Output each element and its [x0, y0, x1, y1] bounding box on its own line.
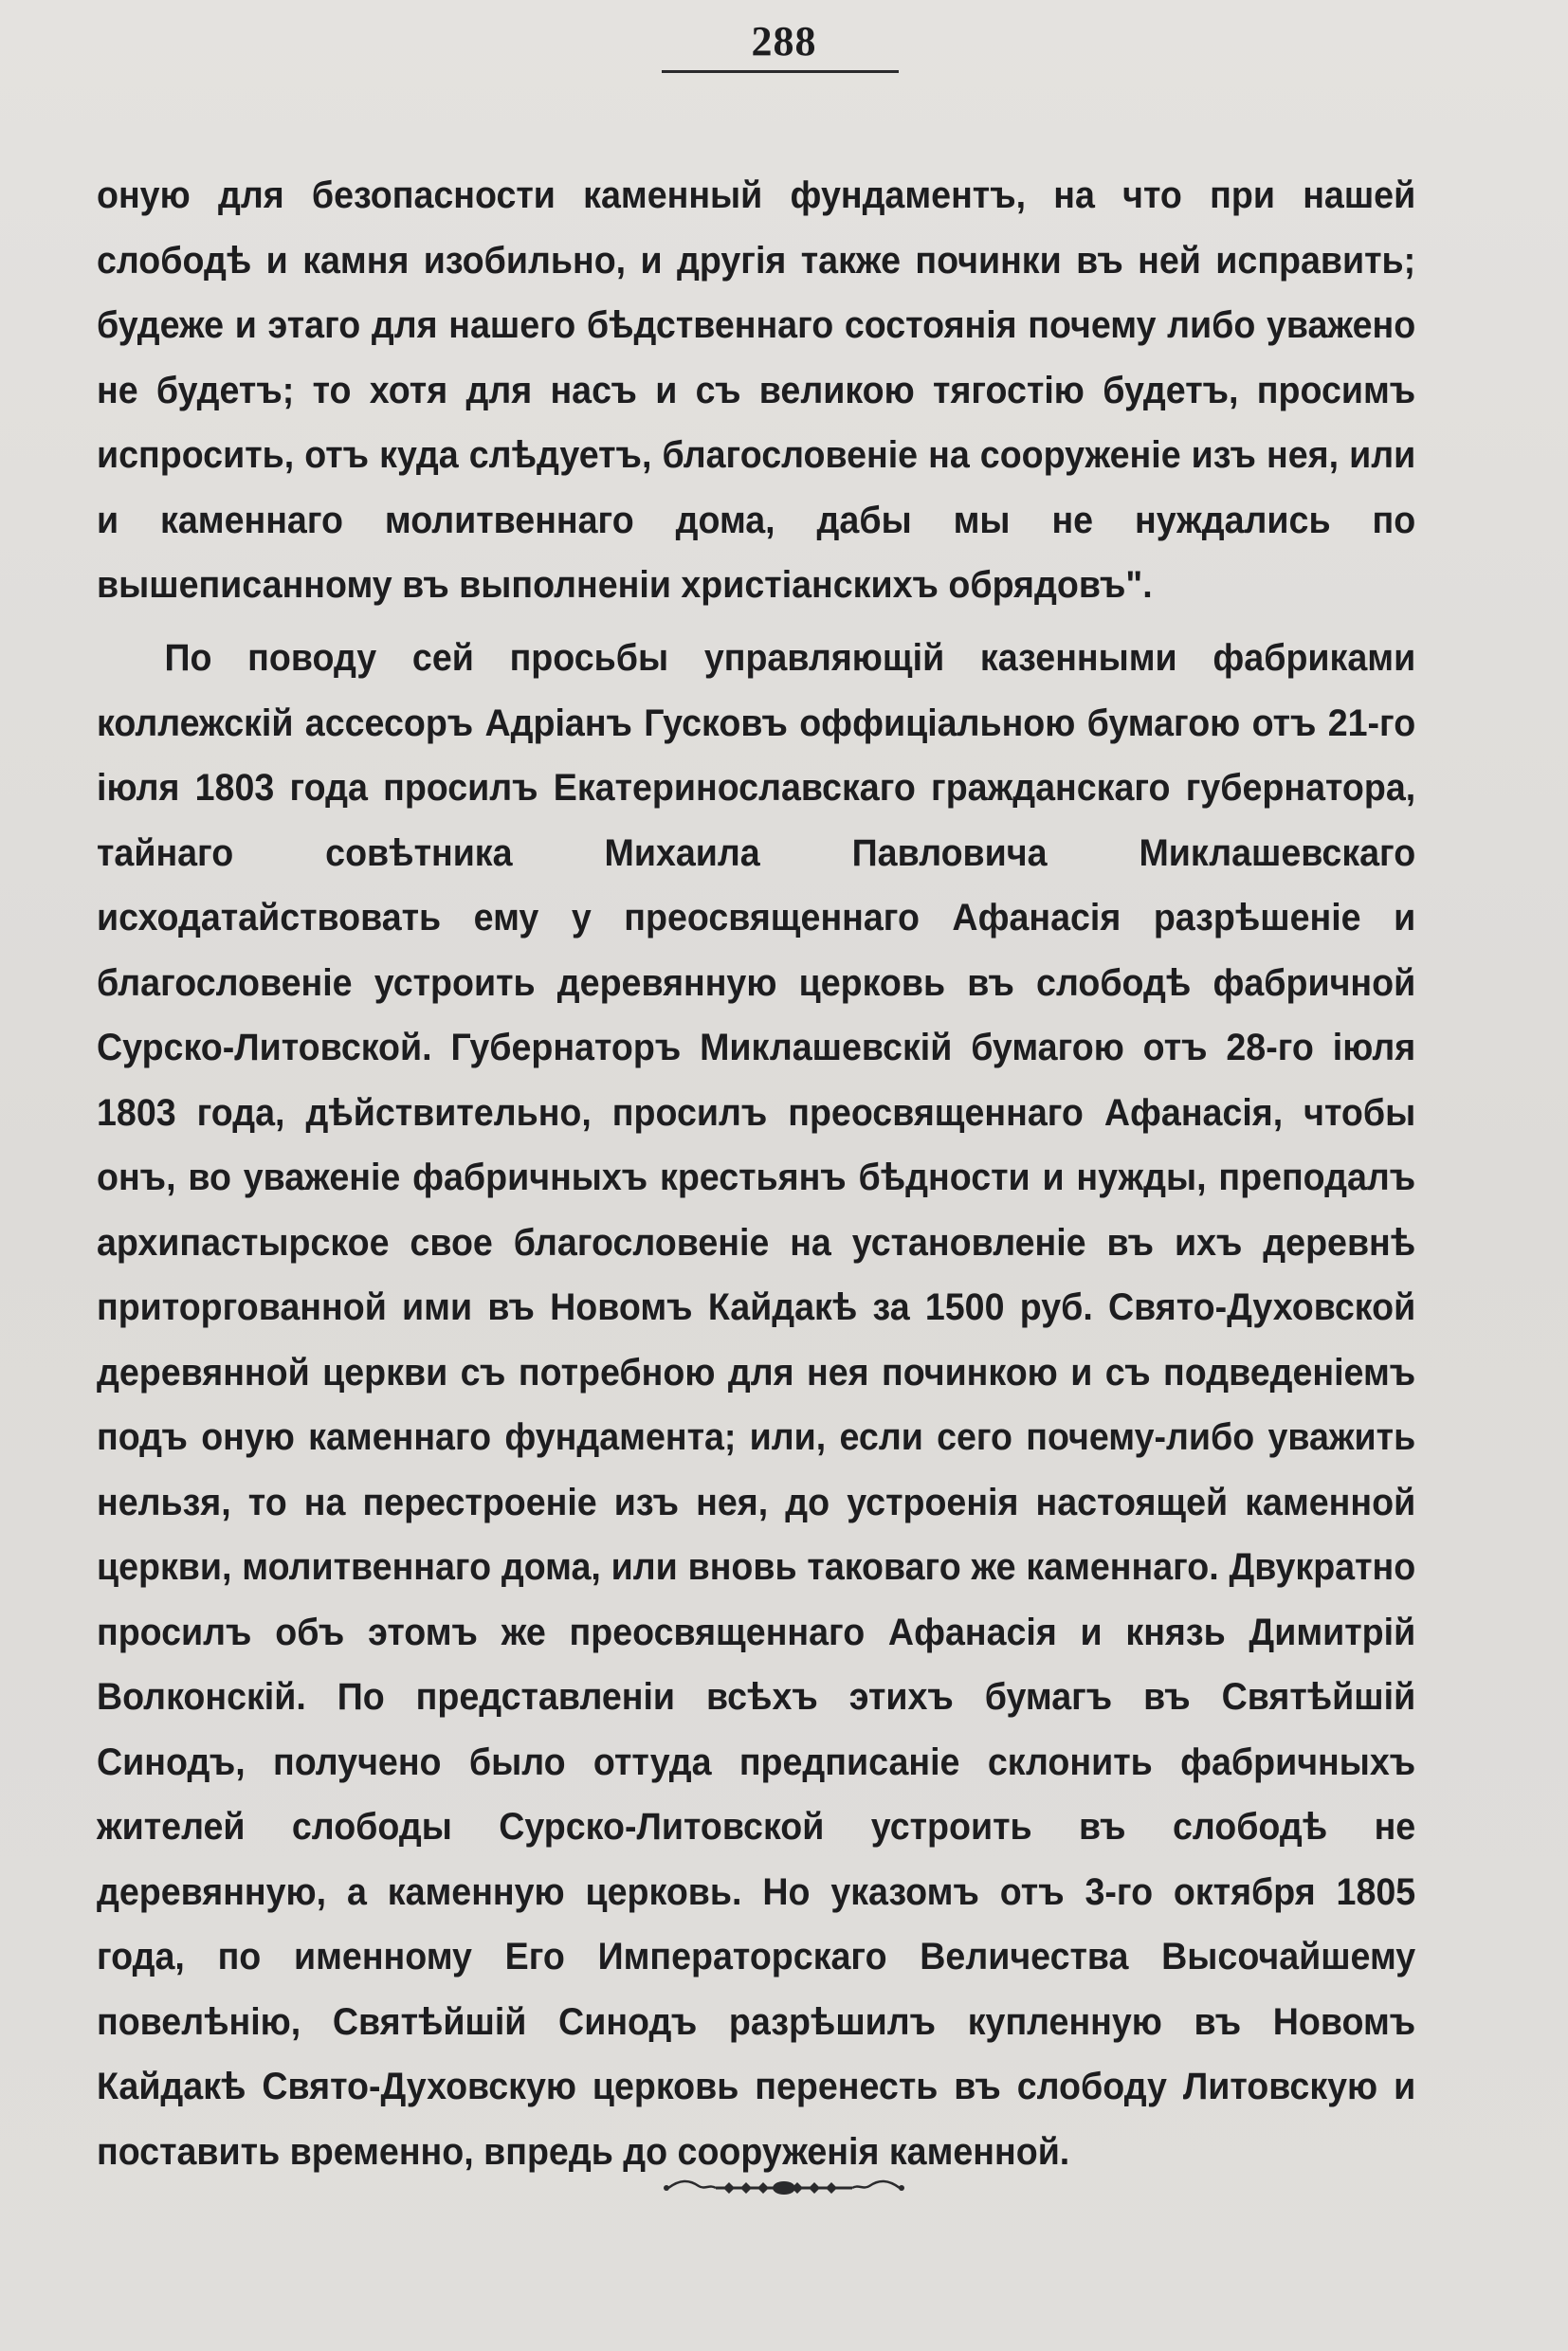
- page-number: 288: [751, 18, 817, 64]
- header-rule: [662, 70, 899, 73]
- paragraph-continued-quote: оную для безопасности каменный фундаментъ, на что при нашей слободѣ и камня изобильно, и другія также починки въ ней исправить; будеже и этаго для нашего бѣдственнаго состоянія почему либо уважено не будетъ; то хотя для насъ и съ великою тягостію будетъ, просимъ испросить, отъ куда слѣдуетъ, благословеніе на сооруженіе изъ нея, или и каменнаго молитвеннаго дома, дабы мы не нуждались по вышеписанному въ выполненіи христіанскихъ обрядовъ".: [97, 174, 1416, 606]
- paragraph-main: По поводу сей просьбы управляющій казенными фабриками коллежскій ассесоръ Адріанъ Гусковъ оффиціальною бумагою отъ 21-го іюля 1803 года просилъ Екатеринославскаго гражданскаго губернатора, тайнаго совѣтника Михаила Павловича Миклашевскаго исходатайствовать ему у преосвященнаго Афанасія разрѣшеніе и благословеніе устроить деревянную церковь въ слободѣ фабричной Сурско-Литовской. Губернаторъ Миклашевскій бумагою отъ 28-го іюля 1803 года, дѣйствительно, просилъ преосвященнаго Афанасія, чтобы онъ, во уваженіе фабричныхъ крестьянъ бѣдности и нужды, преподалъ архипастырское свое благословеніе на установленіе въ ихъ деревнѣ приторгованной ими въ Новомъ Кайдакѣ за 1500 руб. Свято-Духовской деревянной церкви съ потребною для нея починкою и съ подведеніемъ подъ оную каменнаго фундамента; или, если сего почему-либо уважить нельзя, то на перестроеніе изъ нея, до устроенія настоящей каменной церкви, молитвеннаго дома, или вновь таковаго же каменнаго. Двукратно просилъ объ этомъ же преосвященнаго Афанасія и князь Димитрій Волконскій. По представленіи всѣхъ этихъ бумагъ въ Святѣйшій Синодъ, получено было оттуда предписаніе склонить фабричныхъ жителей слободы Сурско-Литовской устроить въ слободѣ не деревянную, а каменную церковь. Но указомъ отъ 3-го октября 1805 года, по именному Его Императорскаго Величества Высочайшему повелѣнію, Святѣйшій Синодъ разрѣшилъ купленную въ Новомъ Кайдакѣ Свято-Духовскую церковь перенесть въ слободу Литовскую и поставить временно, впредь до сооруженія каменной.: [97, 637, 1416, 2173]
- ornament-divider-icon: [661, 2176, 907, 2200]
